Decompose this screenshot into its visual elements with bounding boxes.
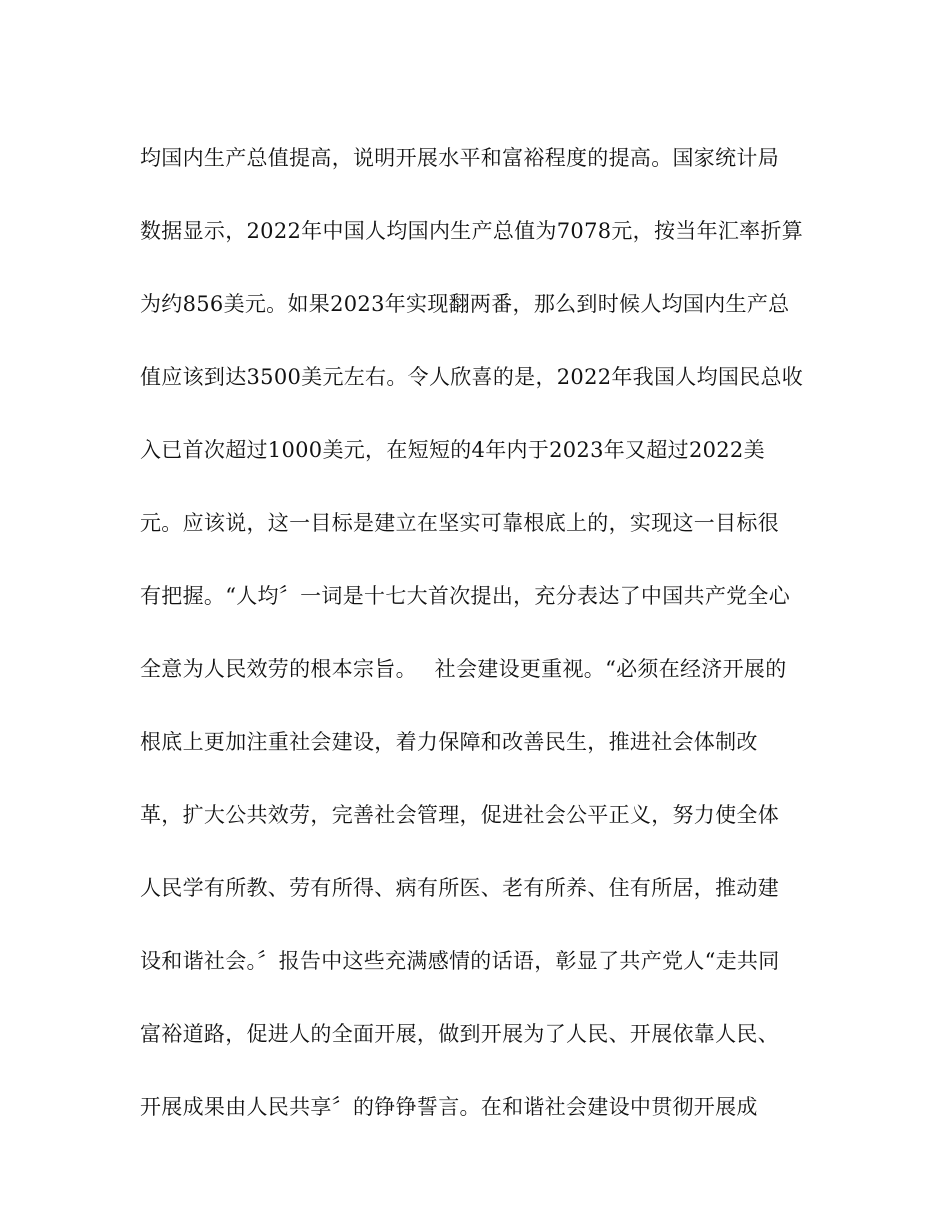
text-line: 全意为人民效劳的根本宗旨。 社会建设更重视。“必须在经济开展的 xyxy=(140,657,787,681)
text-line: 设和谐社会。〞报告中这些充满感情的话语，彰显了共产党人“走共同 xyxy=(140,949,780,973)
text-line: 根底上更加注重社会建设，着力保障和改善民生，推进社会体制改 xyxy=(140,730,758,754)
text-line: 为约856美元。如果2023年实现翻两番，那么到时候人均国内生产总 xyxy=(140,292,790,316)
text-line: 均国内生产总值提高，说明开展水平和富裕程度的提高。国家统计局 xyxy=(140,146,779,170)
text-line: 数据显示，2022年中国人均国内生产总值为7078元，按当年汇率折算 xyxy=(140,219,804,243)
text-line: 革，扩大公共效劳，完善社会管理，促进社会公平正义，努力使全体 xyxy=(140,803,779,827)
text-line: 值应该到达3500美元左右。令人欣喜的是，2022年我国人均国民总收 xyxy=(140,365,804,389)
body-text xyxy=(140,122,820,1144)
text-line: 元。应该说，这一目标是建立在坚实可靠根底上的，实现这一目标很 xyxy=(140,511,779,535)
text-line: 开展成果由人民共享〞的铮铮誓言。在和谐社会建设中贯彻开展成 xyxy=(140,1095,758,1119)
text-line: 入已首次超过1000美元，在短短的4年内于2023年又超过2022美 xyxy=(140,438,765,462)
text-line: 人民学有所教、劳有所得、病有所医、老有所养、住有所居，推动建 xyxy=(140,876,779,900)
text-line: 富裕道路，促进人的全面开展，做到开展为了人民、开展依靠人民、 xyxy=(140,1022,779,1046)
text-line: 有把握。“人均〞一词是十七大首次提出，充分表达了中国共产党全心 xyxy=(140,584,791,608)
